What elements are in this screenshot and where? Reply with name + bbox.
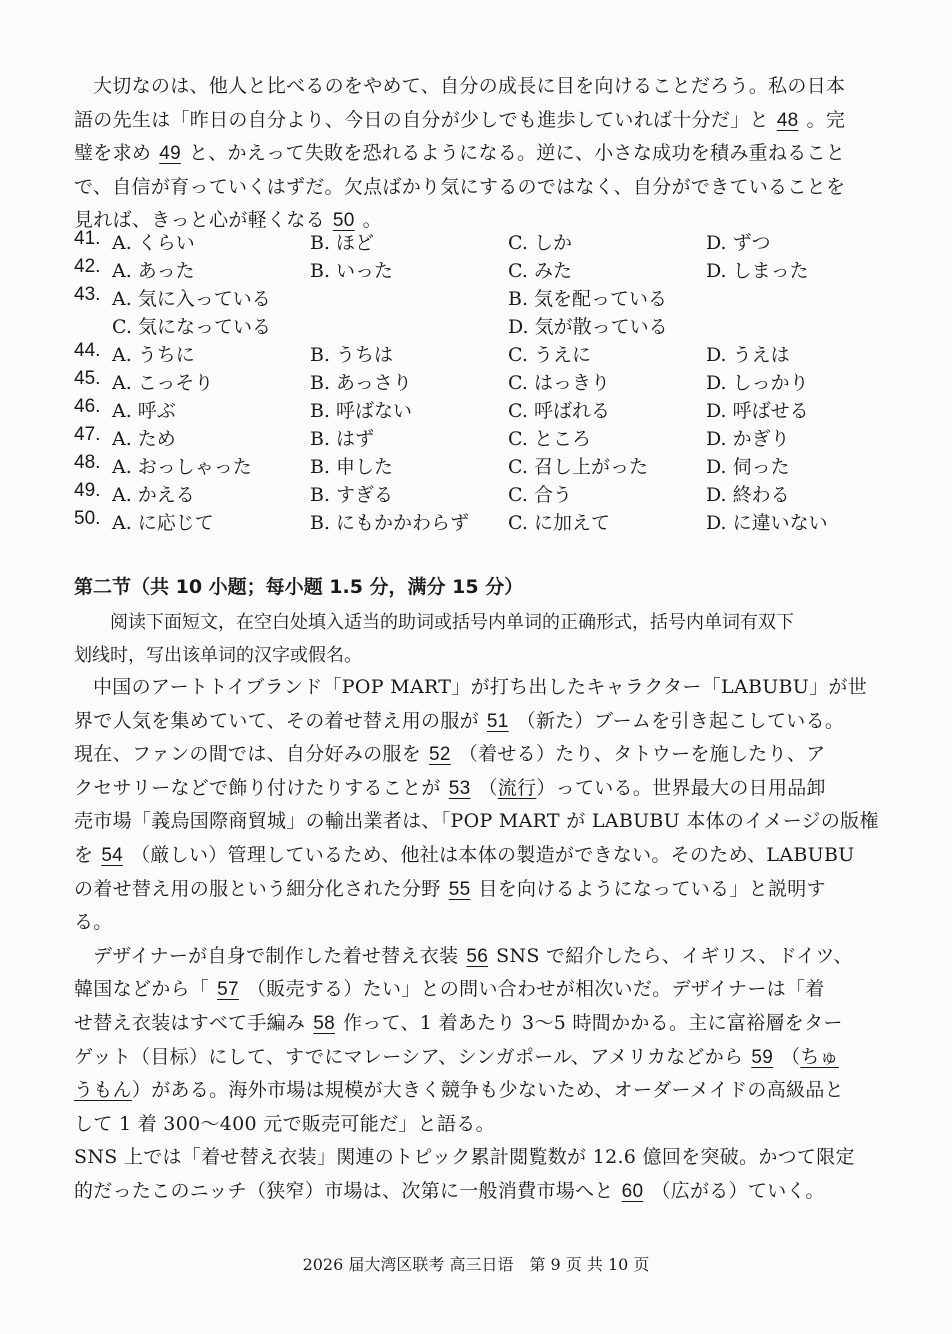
question-number: 48. [74, 452, 101, 473]
question-row [74, 340, 874, 368]
option-c: C. 気になっている [112, 316, 271, 338]
passage-line [74, 705, 874, 739]
blank-54: 54 [101, 844, 124, 866]
text: 目を向けるようになっている」と説明す [478, 877, 826, 900]
blank-51: 51 [486, 710, 509, 732]
blank-49: 49 [159, 143, 181, 165]
text: 語の先生は「昨日の自分より、今日の自分が少しでも進歩していれば十分だ」と [74, 108, 769, 131]
option-a: A. かえる [112, 484, 195, 506]
passage-line: 売市場「義烏国際商貿城」の輸出業者は、「POP MART が LABUBU 本体のイメージの版権 [74, 810, 879, 833]
blank-59: 59 [751, 1046, 774, 1068]
option-d: D. しっかり [706, 372, 809, 394]
text: （厳しい）管理しているため、他社は本体の製造ができない。そのため、LABUBU [131, 843, 855, 866]
passage-line [74, 1007, 874, 1041]
option-a: A. 気に入っている [112, 288, 271, 310]
passage-line [74, 137, 874, 171]
blank-56: 56 [466, 945, 489, 967]
passage-2 [74, 671, 879, 1209]
option-b: B. はず [310, 428, 375, 450]
option-c: C. ところ [508, 428, 591, 450]
underlined-word: 流行 [497, 776, 537, 799]
question-row [74, 284, 874, 312]
question-row [74, 256, 874, 284]
option-a: A. あった [112, 260, 195, 282]
option-b: B. 気を配っている [508, 288, 668, 310]
blank-52: 52 [429, 744, 451, 766]
option-d: D. うえは [706, 344, 790, 366]
question-number: 47. [74, 424, 101, 445]
passage-line: SNS 上では「着せ替え衣装」関連のトピック累計閲覧数が 12.6 億回を突破。かつて限定 [74, 1146, 855, 1169]
blank-60: 60 [621, 1180, 644, 1202]
page-footer: 2026 届大湾区联考 高三日语 第 9 页 共 10 页 [302, 1255, 650, 1274]
instruction-line: 阅读下面短文，在空白处填入适当的助词或括号内单词的正确形式，括号内单词有双下 [110, 612, 794, 633]
question-number: 41. [74, 228, 101, 249]
option-b: B. 申した [310, 456, 394, 478]
instruction-line: 划线时，写出该单词的汉字或假名。 [74, 645, 362, 666]
underlined-word: うもん [74, 1079, 132, 1102]
question-row-cont [74, 312, 874, 340]
question-number: 42. [74, 256, 101, 277]
option-c: C. に加えて [508, 512, 610, 534]
option-d: D. 終わる [706, 484, 790, 506]
text: 韓国などから「 [74, 978, 210, 1001]
passage-line [74, 973, 874, 1007]
text: （新た）ブームを引き起こしている。 [516, 709, 845, 732]
text: 現在、ファンの間では、自分好みの服を [74, 743, 422, 766]
option-d: D. 伺った [706, 456, 790, 478]
passage-line: して 1 着 300～400 元で販売可能だ」と語る。 [74, 1112, 495, 1135]
passage-line [74, 1175, 874, 1209]
blank-57: 57 [217, 979, 239, 1001]
option-b: B. ほど [310, 232, 375, 254]
passage-line [74, 1041, 874, 1075]
text: （広がる）ていく。 [651, 1179, 825, 1202]
text: 見れば、きっと心が軽くなる [74, 209, 325, 232]
passage-line: 中国のアートトイブランド「POP MART」が打ち出したキャラクター「LABUBU」が世 [93, 676, 868, 698]
passage-line: で、自信が育っていくはずだ。欠点ばかり気にするのではなく、自分ができていることを [74, 175, 846, 198]
option-a: A. ため [112, 428, 176, 450]
text: 。 [362, 209, 382, 232]
option-d: D. ずつ [706, 232, 771, 254]
passage-line [74, 772, 874, 806]
text: 。完 [806, 108, 846, 131]
option-a: A. おっしゃった [112, 456, 252, 478]
text: 璧を求め [74, 142, 152, 165]
text: と、かえって失敗を恐れるようになる。逆に、小さな成功を積み重ねること [188, 142, 846, 165]
option-c: C. うえに [508, 344, 591, 366]
option-c: C. はっきり [508, 372, 610, 394]
blank-55: 55 [448, 878, 471, 900]
question-number: 46. [74, 396, 101, 417]
text: ）がある。海外市場は規模が大きく競争も少ないため、オーダーメイドの高級品と [131, 1079, 844, 1102]
option-a: A. こっそり [112, 372, 214, 394]
text: 作って、1 着あたり 3～5 時間かかる。主に富裕層をター [342, 1011, 843, 1034]
passage-line [74, 738, 874, 772]
passage-line: る。 [74, 911, 113, 934]
blank-50: 50 [332, 210, 355, 232]
text: （ [478, 776, 498, 799]
option-a: A. 呼ぶ [112, 400, 176, 422]
question-row [74, 424, 874, 452]
passage-line [74, 1074, 874, 1108]
text: せ替え衣装はすべて手編み [74, 1011, 306, 1034]
option-d: D. しまった [706, 260, 809, 282]
question-number: 45. [74, 368, 101, 389]
text: 界で人気を集めていて、その着せ替え用の服が [74, 709, 479, 732]
option-b: B. にもかかわらず [310, 512, 470, 534]
text: の着せ替え用の服という細分化された分野 [74, 877, 441, 900]
blank-58: 58 [313, 1012, 335, 1034]
passage-1 [74, 70, 874, 238]
option-b: B. いった [310, 260, 394, 282]
text: 的だったこのニッチ（狭窄）市場は、次第に一般消費市場へと [74, 1179, 614, 1202]
blank-48: 48 [776, 109, 799, 131]
text: を [74, 843, 94, 866]
option-d: D. 気が散っている [508, 316, 668, 338]
text: ）っている。世界最大の日用品卸 [536, 776, 826, 799]
section-instructions [74, 606, 874, 672]
text: SNS で紹介したら、イギリス、ドイツ、 [496, 944, 853, 967]
option-d: D. に違いない [706, 512, 828, 534]
question-number: 50. [74, 508, 101, 529]
question-row [74, 396, 874, 424]
underlined-word: ちゅ [800, 1045, 839, 1068]
question-row [74, 480, 874, 508]
question-row [74, 368, 874, 396]
passage-line: 大切なのは、他人と比べるのをやめて、自分の成長に目を向けることだろう。私の日本 [93, 75, 846, 97]
option-d: D. 呼ばせる [706, 400, 809, 422]
option-d: D. かぎり [706, 428, 790, 450]
question-row [74, 508, 874, 536]
option-c: C. 合う [508, 484, 572, 506]
option-b: B. すぎる [310, 484, 394, 506]
text: （ [781, 1045, 801, 1068]
question-row [74, 228, 874, 256]
option-a: A. に応じて [112, 512, 214, 534]
passage-line [74, 839, 874, 873]
blank-53: 53 [448, 777, 471, 799]
option-c: C. 呼ばれる [508, 400, 610, 422]
passage-line [74, 104, 874, 138]
option-a: A. うちに [112, 344, 195, 366]
option-c: C. みた [508, 260, 572, 282]
passage-line [74, 940, 874, 974]
option-a: A. くらい [112, 232, 195, 254]
option-b: B. うちは [310, 344, 394, 366]
option-b: B. あっさり [310, 372, 412, 394]
text: デザイナーが自身で制作した着せ替え衣装 [93, 944, 459, 967]
option-c: C. しか [508, 232, 572, 254]
option-b: B. 呼ばない [310, 400, 413, 422]
section-title: 第二节（共 10 小题；每小题 1.5 分，满分 15 分） [74, 576, 524, 598]
question-number: 44. [74, 340, 101, 361]
options-list [74, 228, 874, 536]
text: （販売する）たい」との問い合わせが相次いだ。デザイナーは「着 [246, 978, 825, 1001]
text: （着せる）たり、タトウーを施したり、ア [458, 743, 826, 766]
text: クセサリーなどで飾り付けたりすることが [74, 776, 441, 799]
passage-line [74, 873, 874, 907]
text: ゲット（目标）にして、すでにマレーシア、シンガポール、アメリカなどから [74, 1045, 744, 1068]
question-number: 43. [74, 284, 101, 305]
option-c: C. 召し上がった [508, 456, 648, 478]
question-row [74, 452, 874, 480]
question-number: 49. [74, 480, 101, 501]
